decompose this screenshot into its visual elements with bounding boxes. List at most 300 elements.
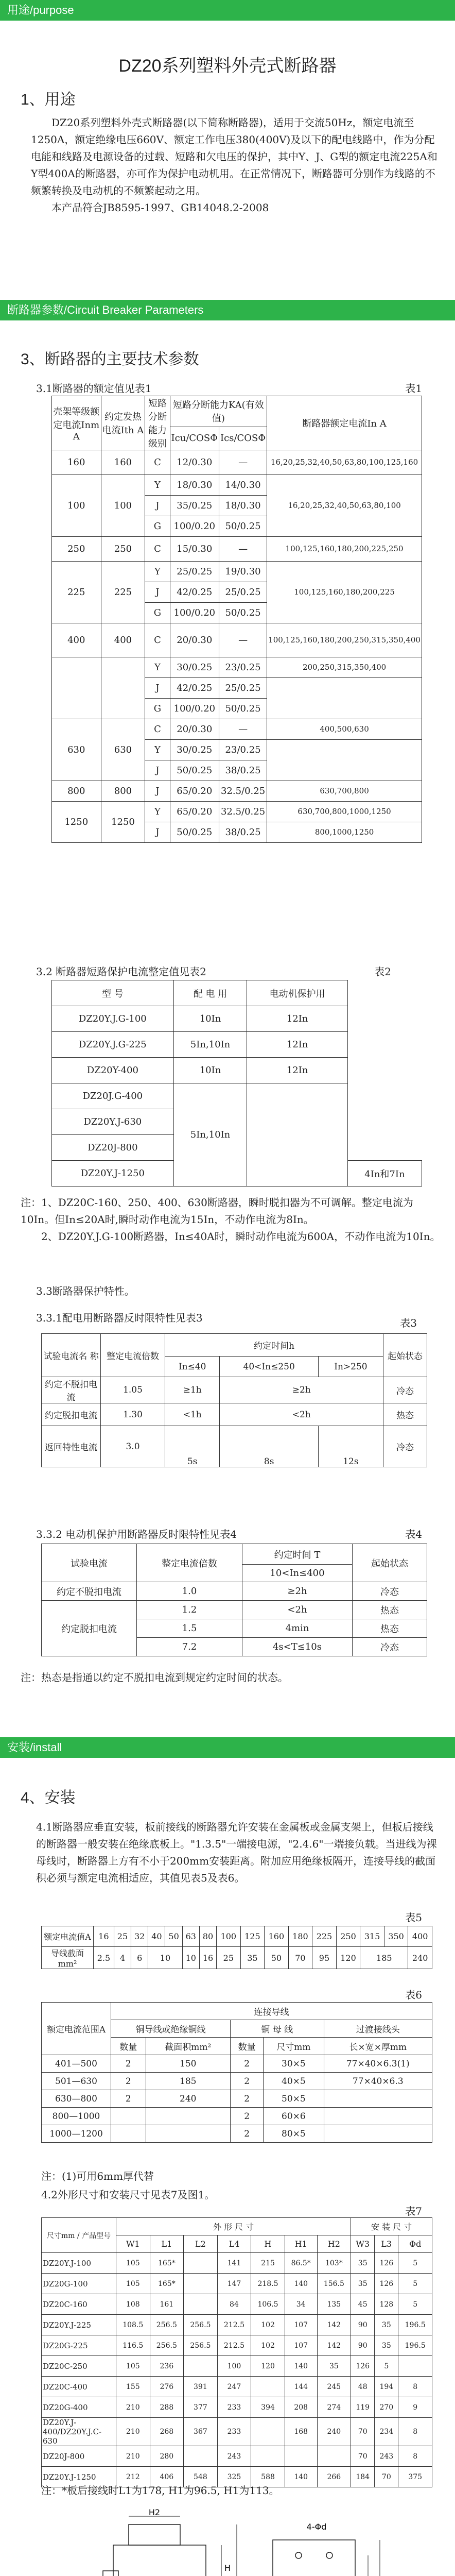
table-cell: 185	[146, 2073, 231, 2090]
table-cell: 256.5	[150, 2335, 184, 2356]
table-row	[42, 2125, 432, 2143]
table-cell: —	[219, 623, 267, 657]
table-cell: J	[145, 760, 170, 781]
table-row	[52, 802, 422, 822]
table-cell: 90	[351, 2315, 375, 2335]
table-cell: 240	[146, 2090, 231, 2108]
label-h: H	[224, 2563, 231, 2573]
table-cell: 1250	[52, 802, 101, 843]
table-cell: 140	[285, 2467, 317, 2487]
table-cell: 160	[101, 450, 145, 475]
table-cell: 42/0.25	[170, 582, 219, 603]
inverse-time-table-4	[41, 1544, 427, 1656]
table-cell: 196.5	[398, 2315, 432, 2335]
table-cell: Y	[145, 562, 170, 582]
table-cell: 40×5	[264, 2073, 324, 2090]
table-cell: 266	[317, 2467, 351, 2487]
section-bar-purpose: 用途/purpose	[0, 0, 455, 21]
table-row	[42, 2418, 432, 2446]
standard-paragraph: 本产品符合JB8595-1997、GB14048.2-2008	[51, 201, 269, 214]
table7-label: 表7	[405, 2205, 422, 2217]
table-cell: 155	[116, 2377, 150, 2397]
table-cell: 8	[398, 2418, 432, 2446]
table-cell: 12In	[247, 1058, 347, 1083]
table-cell: 冷态	[383, 1377, 427, 1403]
table-cell	[184, 2274, 218, 2294]
table-cell: 35/0.25	[170, 496, 219, 516]
table-cell: 25	[114, 1926, 131, 1947]
table-cell: DZ20C-250	[42, 2356, 116, 2377]
conductor-table	[41, 2002, 432, 2143]
table-row	[42, 2073, 432, 2090]
table-cell: 800—1000	[42, 2108, 111, 2125]
table-cell: 107	[285, 2335, 317, 2356]
dimensions-table	[41, 2217, 432, 2487]
table-cell: DZ20J-800	[42, 2446, 116, 2467]
short-circuit-setting-table	[51, 980, 422, 1187]
table-cell: 210	[116, 2446, 150, 2467]
table-cell: DZ20C-400	[42, 2377, 116, 2397]
table-cell: J	[145, 678, 170, 699]
header-cell: W1	[116, 2235, 150, 2253]
table-cell: 1.30	[101, 1403, 165, 1426]
table-cell: 233	[217, 2397, 251, 2418]
table-cell: 180	[288, 1926, 312, 1947]
header-cell: 数量	[231, 2038, 264, 2055]
table-cell: 100/0.20	[170, 699, 219, 719]
heading-install: 4、安装	[21, 1789, 76, 1806]
header-cell: 断路器额定电流In A	[267, 396, 422, 450]
table-cell: 45	[351, 2294, 375, 2315]
table-cell: 32.5/0.25	[219, 781, 267, 802]
table-cell: 30×5	[264, 2055, 324, 2073]
table-cell: 126	[375, 2253, 398, 2274]
table-cell: 5	[398, 2294, 432, 2315]
table-cell: 400	[101, 623, 145, 657]
table-row	[42, 1426, 427, 1467]
table-cell: J	[145, 781, 170, 802]
table-cell	[146, 2125, 231, 2143]
header-cell: 短路分断能力级别	[145, 396, 170, 450]
table-cell	[251, 2377, 285, 2397]
table-cell: 100	[217, 1926, 241, 1947]
header-cell: 40<In≤250	[220, 1357, 318, 1377]
table-cell: 247	[217, 2377, 251, 2397]
table-cell: 218.5	[251, 2274, 285, 2294]
table-cell: 84	[217, 2294, 251, 2315]
table-cell: 32	[131, 1926, 148, 1947]
table-cell: 144	[285, 2377, 317, 2397]
table-cell: 245	[317, 2377, 351, 2397]
table-cell: DZ20G-400	[42, 2397, 116, 2418]
table-cell: 274	[317, 2397, 351, 2418]
table-cell: 35	[375, 2335, 398, 2356]
table-cell: 160	[52, 450, 101, 475]
table-cell: DZ20G-100	[42, 2274, 116, 2294]
table-cell: 256.5	[184, 2315, 218, 2335]
table-cell: 800	[52, 781, 101, 802]
table-cell: 热态	[383, 1403, 427, 1426]
table-cell: 35	[375, 2315, 398, 2335]
header-cell: W3	[351, 2235, 375, 2253]
table-cell: 400	[408, 1926, 432, 1947]
table-cell: 401—500	[42, 2055, 111, 2073]
section-bar-params: 断路器参数/Circuit Breaker Parameters	[0, 300, 455, 320]
table-cell	[111, 2108, 146, 2125]
table-cell: 35	[351, 2274, 375, 2294]
header-row	[42, 2218, 432, 2235]
header-cell: 约定时间h	[165, 1334, 383, 1357]
label-h2: H2	[148, 2509, 161, 2517]
table-cell: 15/0.30	[170, 537, 219, 562]
table-cell: 165*	[150, 2253, 184, 2274]
table-cell	[184, 2356, 218, 2377]
table-row	[52, 1058, 422, 1083]
table-cell: 约定脱扣电流	[42, 1601, 137, 1656]
table-cell: 147	[217, 2274, 251, 2294]
wire-section-table	[41, 1926, 432, 1969]
table-cell: 208	[285, 2397, 317, 2418]
table-row	[52, 623, 422, 657]
table-cell: 约定不脱扣电流	[42, 1377, 101, 1403]
section-3-3: 3.3断路器保护特性。	[36, 1285, 135, 1297]
table-cell: C	[145, 450, 170, 475]
rated-values-table	[51, 396, 422, 843]
table-cell: 215	[251, 2253, 285, 2274]
table-cell: 16	[199, 1947, 216, 1969]
header-cell: H	[251, 2235, 285, 2253]
table-cell: 18/0.30	[170, 475, 219, 496]
table-cell: 233	[217, 2418, 251, 2446]
table-row	[42, 2446, 432, 2467]
table-cell: 约定脱扣电流	[42, 1403, 101, 1426]
header-cell: 安 装 尺 寸	[351, 2218, 432, 2235]
table-cell: 2	[231, 2125, 264, 2143]
table-row	[42, 2377, 432, 2397]
header-cell: In>250	[318, 1357, 383, 1377]
table-cell: ≥1h	[165, 1377, 220, 1403]
table-row	[52, 537, 422, 562]
table-cell: 90	[351, 2335, 375, 2356]
table-cell: 548	[184, 2467, 218, 2487]
table-cell: 236	[150, 2356, 184, 2377]
table-cell: 100/0.20	[170, 603, 219, 623]
table-cell	[267, 678, 422, 719]
table-cell: 42/0.25	[170, 678, 219, 699]
table-cell: DZ20Y.J-225	[42, 2315, 116, 2335]
header-cell: 壳架等级额定电流Inm A	[52, 396, 101, 450]
table1-caption: 3.1断路器的额定值见表1	[36, 382, 152, 395]
table-cell	[101, 657, 145, 719]
mount-hole-tl	[295, 2552, 302, 2558]
header-cell: L2	[184, 2235, 218, 2253]
table-cell: 4	[114, 1947, 131, 1969]
table-cell	[398, 2356, 432, 2377]
table-cell: 108	[116, 2294, 150, 2315]
table-cell: 10	[148, 1947, 182, 1969]
table-cell: 14/0.30	[219, 475, 267, 496]
table-cell: 2	[111, 2090, 146, 2108]
table-cell: 热态	[353, 1601, 427, 1619]
table-cell: DZ20Y.J-630	[52, 1109, 174, 1135]
table7-note: 注：*板后接线时L1为178, H1为96.5, H1为113。	[41, 2484, 279, 2497]
header-cell: L1	[150, 2235, 184, 2253]
table-cell	[285, 2446, 317, 2467]
table-cell	[184, 2253, 218, 2274]
table-row	[42, 2253, 432, 2274]
table-row	[42, 1926, 432, 1947]
table-cell: 8s	[220, 1426, 318, 1467]
table-cell: 9	[398, 2397, 432, 2418]
table-cell: DZ20C-160	[42, 2294, 116, 2315]
table-cell	[267, 740, 422, 781]
header-cell: 起始状态	[353, 1544, 427, 1582]
table-cell: DZ20Y.J-1250	[42, 2467, 116, 2487]
table-cell: 100/0.20	[170, 516, 219, 537]
header-cell: 约定时间 T	[242, 1544, 353, 1565]
table2-caption: 3.2 断路器短路保护电流整定值见表2	[36, 965, 206, 978]
header-cell: 整定电流倍数	[101, 1334, 165, 1377]
table-cell: 77×40×6.3	[324, 2073, 432, 2090]
header-cell: 起始状态	[383, 1334, 427, 1377]
table-row	[52, 475, 422, 496]
table-cell: 10	[182, 1947, 199, 1969]
table-cell: 35	[351, 2253, 375, 2274]
table-cell: 12In	[247, 1032, 347, 1058]
table-cell: 冷态	[383, 1426, 427, 1467]
table-cell	[324, 2090, 432, 2108]
table-cell: 501—630	[42, 2073, 111, 2090]
table-cell: 50/0.25	[219, 516, 267, 537]
note-1	[21, 1194, 443, 1245]
table-cell: —	[219, 537, 267, 562]
table-cell: 212	[116, 2467, 150, 2487]
table-cell: 102	[251, 2315, 285, 2335]
header-cell: 额定电流范围A	[42, 2003, 111, 2055]
table-cell: 30/0.25	[170, 740, 219, 760]
table-cell: —	[219, 719, 267, 740]
table-cell: 105	[116, 2356, 150, 2377]
note-1b: 2、DZ20Y.J.G-100断路器，In≤40A时，瞬时动作电流为600A，不动作电流为10In。	[41, 1230, 441, 1243]
table-cell: 120	[336, 1947, 360, 1969]
table-cell: DZ20Y.J-1250	[52, 1161, 174, 1187]
table-row	[42, 1947, 432, 1969]
table-cell: 1000—1200	[42, 2125, 111, 2143]
table4-caption: 3.3.2 电动机保护用断路器反时限特性见表4	[36, 1528, 237, 1540]
table-cell: 150	[146, 2055, 231, 2073]
header-cell: 试验电流	[42, 1544, 137, 1582]
header-cell: 试验电流名 称	[42, 1334, 101, 1377]
header-cell: 铜导线或绝缘铜线	[111, 2020, 231, 2038]
table-cell: 240	[408, 1947, 432, 1969]
table-cell: 热态	[353, 1619, 427, 1638]
table-cell: Y	[145, 740, 170, 760]
table-cell: Y	[145, 802, 170, 822]
table-cell: 23/0.25	[219, 740, 267, 760]
table-cell: 325	[217, 2467, 251, 2487]
purpose-text	[31, 114, 437, 216]
table-cell: 210	[116, 2397, 150, 2418]
table-cell: 6	[131, 1947, 148, 1969]
table-cell: 25	[217, 1947, 241, 1969]
table-cell: DZ20Y.J-100	[42, 2253, 116, 2274]
table-cell: 5	[398, 2253, 432, 2274]
header-cell: H2	[317, 2235, 351, 2253]
table-cell: DZ20Y.J-400/DZ20Y.J.C-630	[42, 2418, 116, 2446]
document-title: DZ20系列塑料外壳式断路器	[118, 56, 337, 76]
table-cell: 135	[317, 2294, 351, 2315]
table-cell: 25/0.25	[219, 582, 267, 603]
header-cell: In≤40	[165, 1357, 220, 1377]
table-row	[52, 781, 422, 802]
table-cell: 630—800	[42, 2090, 111, 2108]
table-cell: 630	[52, 719, 101, 781]
table-cell: 105	[116, 2274, 150, 2294]
table4-label: 表4	[405, 1528, 422, 1540]
table-cell: 2	[231, 2090, 264, 2108]
table-cell: 225	[312, 1926, 337, 1947]
table-cell	[247, 1083, 347, 1187]
header-cell: L3	[375, 2235, 398, 2253]
table-cell: DZ20G-225	[42, 2335, 116, 2356]
table-cell: 70	[351, 2446, 375, 2467]
table-cell: DZ20Y-400	[52, 1058, 174, 1083]
table-cell: 65/0.20	[170, 781, 219, 802]
table-cell: 400,500,630	[267, 719, 422, 740]
table-cell: 8	[398, 2377, 432, 2397]
table-cell	[184, 2294, 218, 2315]
table-cell: 5In,10In	[173, 1083, 247, 1187]
table-cell: 103*	[317, 2253, 351, 2274]
table-cell: 250	[52, 537, 101, 562]
table-cell: 7.2	[137, 1638, 242, 1656]
table-cell: 63	[182, 1926, 199, 1947]
header-cell: H1	[285, 2235, 317, 2253]
table-cell: 18/0.30	[219, 496, 267, 516]
table-cell: 1.2	[137, 1601, 242, 1619]
table-cell: 630	[101, 719, 145, 781]
table-cell: 38/0.25	[219, 822, 267, 843]
table-cell: 350	[384, 1926, 408, 1947]
table-cell: J	[145, 496, 170, 516]
table-row	[42, 2055, 432, 2073]
table-cell: 120	[251, 2356, 285, 2377]
table-cell: 165*	[150, 2274, 184, 2294]
table-cell: Y	[145, 475, 170, 496]
table-cell: C	[145, 719, 170, 740]
table-cell: 140	[285, 2274, 317, 2294]
table-cell: 80×5	[264, 2125, 324, 2143]
header-cell: 型 号	[52, 980, 174, 1006]
table-cell: 126	[351, 2356, 375, 2377]
table-cell	[251, 2446, 285, 2467]
table-cell: 116.5	[116, 2335, 150, 2356]
table-cell: 10In	[173, 1058, 247, 1083]
note-2-text: 注：热态是指通以约定不脱扣电流到规定约定时间的状态。	[21, 1671, 288, 1684]
table-cell: 800,1000,1250	[267, 822, 422, 843]
table-cell: 256.5	[150, 2315, 184, 2335]
table-cell: 70	[375, 2467, 398, 2487]
table-cell: Y	[145, 657, 170, 678]
table-cell: 70	[351, 2418, 375, 2446]
header-cell: 尺寸mm	[264, 2038, 324, 2055]
table-cell: 630,700,800	[267, 781, 422, 802]
table-cell: 126	[375, 2274, 398, 2294]
table-cell: 返回特性电流	[42, 1426, 101, 1467]
table-cell: 800	[101, 781, 145, 802]
table-cell: 32.5/0.25	[219, 802, 267, 822]
table-cell: 70	[288, 1947, 312, 1969]
table-cell: 212.5	[217, 2335, 251, 2356]
table-cell	[324, 2108, 432, 2125]
table-cell: 77×40×6.3(1)	[324, 2055, 432, 2073]
table-cell: 16,20,25,32,40,50,63,80,100	[267, 475, 422, 537]
table-cell: 141	[217, 2253, 251, 2274]
table-cell: 630,700,800,1000,1250	[267, 802, 422, 822]
inverse-time-table-3	[41, 1333, 427, 1467]
side-view-body	[113, 2545, 206, 2576]
table-row	[42, 2397, 432, 2418]
header-row	[42, 2003, 432, 2020]
table-cell: 100,125,160,180,200,225,250	[267, 537, 422, 562]
table-cell: 194	[375, 2377, 398, 2397]
front-view-body	[273, 2540, 355, 2576]
table-cell: 2	[231, 2073, 264, 2090]
table-row	[42, 2335, 432, 2356]
table-cell: 107	[285, 2315, 317, 2335]
table-cell: G	[145, 699, 170, 719]
table-cell: ≥2h	[242, 1582, 353, 1601]
table7-caption: 4.2外形尺寸和安装尺寸见表7及图1。	[41, 2189, 215, 2201]
table-cell: 12/0.30	[170, 450, 219, 475]
table-row	[52, 1083, 422, 1109]
table-cell: 100,125,160,180,200,250,315,350,400	[267, 623, 422, 657]
table-cell: 100	[52, 475, 101, 537]
table-cell: DZ20J-800	[52, 1135, 174, 1161]
table-cell: 1.0	[137, 1582, 242, 1601]
table-row	[42, 1403, 427, 1426]
table-cell: G	[145, 516, 170, 537]
table-cell: 225	[101, 562, 145, 623]
table5-label: 表5	[405, 1911, 422, 1924]
table-cell: 16,20,25,32,40,50,63,80,100,125,160	[267, 450, 422, 475]
table-cell	[184, 2446, 218, 2467]
table-cell: DZ20Y.J.G-225	[52, 1032, 174, 1058]
header-cell: Icu/COSΦ	[170, 427, 219, 450]
header-cell: 整定电流倍数	[137, 1544, 242, 1582]
table-cell: 2	[231, 2108, 264, 2125]
table-cell: 240	[317, 2418, 351, 2446]
table-cell: <2h	[220, 1403, 383, 1426]
table-cell: 270	[375, 2397, 398, 2418]
header-cell: 10<In≤400	[242, 1565, 353, 1582]
table-row	[52, 1006, 422, 1032]
table-cell: 86.5*	[285, 2253, 317, 2274]
table-cell: 406	[150, 2467, 184, 2487]
table-cell: 161	[150, 2294, 184, 2315]
table-cell: 125	[240, 1926, 265, 1947]
table-cell: 1.5	[137, 1619, 242, 1638]
table-cell: 156.5	[317, 2274, 351, 2294]
table-cell	[146, 2108, 231, 2125]
table-cell: 394	[251, 2397, 285, 2418]
table-cell: 142	[317, 2335, 351, 2356]
table-cell: 184	[351, 2467, 375, 2487]
table-cell: DZ20Y.J.G-100	[52, 1006, 174, 1032]
table-cell: 12In	[247, 1006, 347, 1032]
table-cell: 65/0.20	[170, 802, 219, 822]
table-cell: 588	[251, 2467, 285, 2487]
